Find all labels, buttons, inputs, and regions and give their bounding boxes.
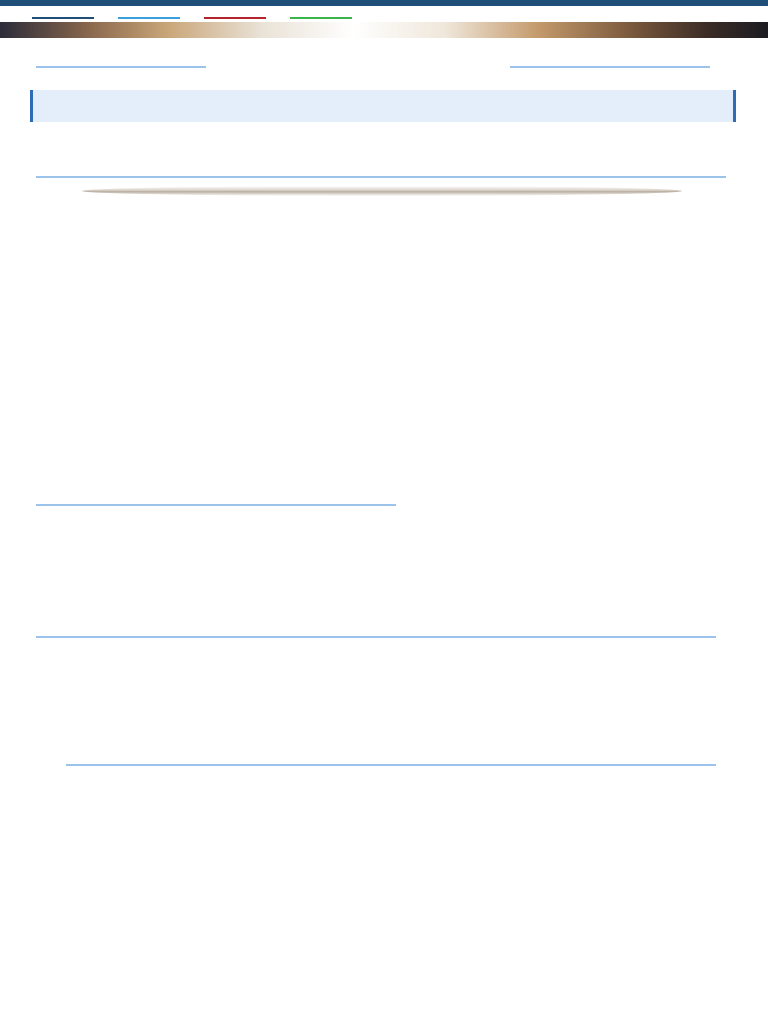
section-1-link-line[interactable] — [36, 176, 726, 178]
section-bullets — [64, 144, 736, 168]
section-bullets — [64, 680, 736, 796]
tab-2[interactable] — [118, 12, 180, 19]
tab-4[interactable] — [290, 12, 352, 19]
section-link[interactable] — [36, 362, 396, 370]
section-5-link-line[interactable] — [66, 764, 716, 766]
section-heading — [36, 370, 726, 388]
section-4-link-line[interactable] — [36, 636, 716, 638]
tab-1[interactable] — [32, 12, 94, 19]
section-1 — [36, 124, 736, 180]
info-box-text — [95, 94, 695, 118]
section-link[interactable] — [36, 800, 396, 808]
section-2 — [36, 246, 736, 370]
intro-link-2[interactable] — [510, 66, 710, 68]
section-5 — [36, 660, 736, 808]
info-box — [30, 90, 736, 122]
tab-bar — [32, 12, 372, 20]
banner-image — [0, 22, 768, 38]
divider-image — [82, 186, 682, 196]
intro-text — [36, 40, 716, 68]
section-3 — [36, 370, 736, 506]
section-heading — [36, 246, 726, 264]
section-bullets — [64, 548, 736, 628]
section-heading — [36, 660, 726, 678]
section-3-link-line[interactable] — [36, 504, 396, 506]
section-bullets — [64, 266, 736, 358]
section-bullets — [64, 390, 736, 494]
section-4 — [36, 528, 736, 640]
intro-link[interactable] — [36, 66, 206, 68]
section-heading — [36, 812, 726, 830]
section-heading — [36, 124, 726, 142]
section-bullets — [64, 832, 736, 1012]
header-bar — [0, 0, 768, 6]
tab-3[interactable] — [204, 12, 266, 19]
section-link[interactable] — [36, 1016, 396, 1024]
section-6 — [36, 812, 736, 1024]
page-title — [40, 0, 640, 6]
section-heading — [36, 528, 726, 546]
